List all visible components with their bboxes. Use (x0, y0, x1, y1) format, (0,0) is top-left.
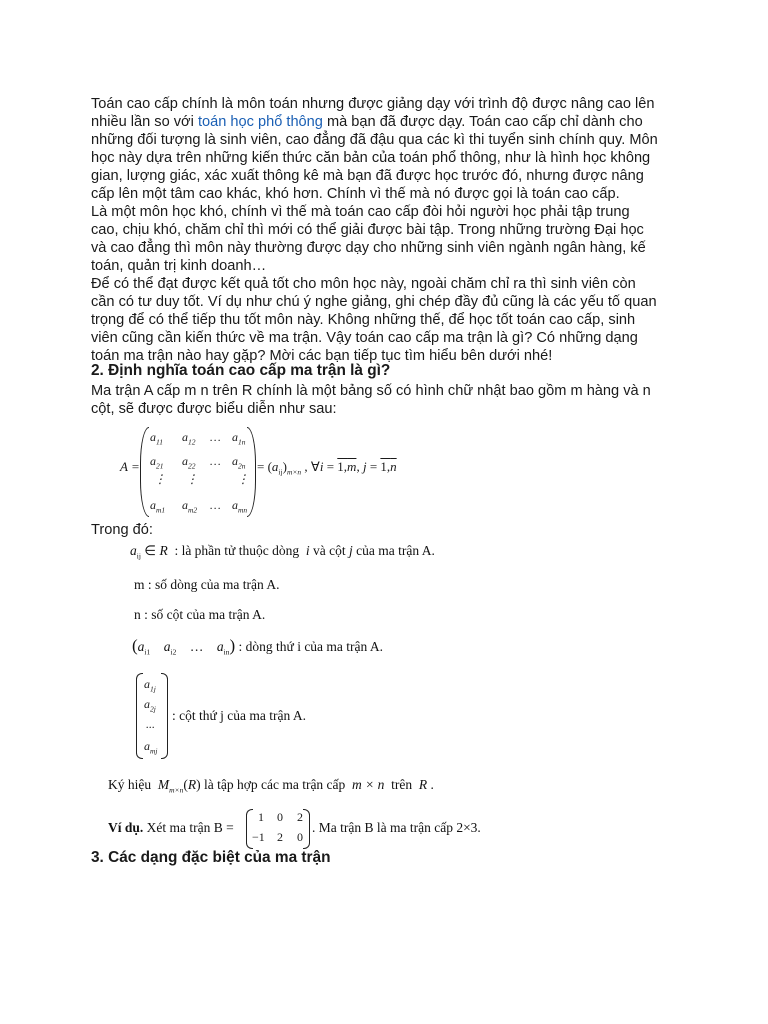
p4-line-1: Ma trận A cấp m n trên R chính là một bảng số có hình chữ nhật bao gồm m hàng và n (91, 383, 651, 399)
p3-line-5: toán ma trận nào hay gặp? Mời các bạn tiếp tục tìm hiểu bên dưới nhé! (91, 348, 553, 365)
paragraph-3 (91, 275, 681, 365)
def-m: m : số dòng của ma trận A. (134, 577, 280, 592)
m-a22: $a_{22}$ (182, 454, 196, 471)
col-left-paren (136, 673, 143, 759)
p3-line-2: cần có tư duy tốt. Ví dụ như chú ý nghe giảng, ghi chép đầy đủ cũng là các yếu tố quan (91, 294, 657, 311)
intro-line-1: Toán cao cấp chính là môn toán nhưng được giảng dạy với trình độ được nâng cao lên (91, 96, 655, 112)
b-11: 1 (258, 810, 264, 824)
m-a2n: $a_{2n}$ (232, 454, 246, 471)
col-a2j: $a_{2j}$ (144, 697, 156, 714)
m-vdots3: ⋮ (237, 472, 249, 486)
intro-line-3: những đối tượng là sinh viên, cao đẳng đã đậu qua các kì thi tuyển sinh chính quy. Môn (91, 132, 658, 149)
m-a1n: $a_{1n}$ (232, 430, 246, 447)
b-12: 0 (277, 810, 283, 824)
p3-line-4: viên cũng cần kiến thức về ma trận. Vậy toán cao cấp ma trận là gì? Có những dạng (91, 330, 638, 347)
intro-line-2 (91, 113, 681, 131)
matrix-left-paren (140, 427, 149, 517)
ky-hieu-line: Ký hiệu $M_{m\times n}(R)$ là tập hợp các ma trận cấp m × n trên R . (108, 777, 434, 795)
m-a12: $a_{12}$ (182, 430, 196, 447)
p3-line-1: Để có thể đạt được kết quả tốt cho môn học này, ngoài chăm chỉ ra thì sinh viên còn (91, 276, 636, 292)
def-n: n : số cột của ma trận A. (134, 607, 266, 622)
paragraph-4 (91, 382, 681, 418)
intro-line-2-end: mà bạn đã được dạy. Toán cao cấp chỉ dành cho (322, 114, 643, 131)
m-vdots1: ⋮ (154, 472, 166, 486)
intro-line-2-start: nhiều lần so với (91, 114, 198, 131)
m-am2: $a_{m2}$ (182, 498, 198, 515)
def-row: ($a_{i1}$ $a_{i2}$ … $a_{in}$) : dòng thứ i của ma trận A. (132, 636, 384, 657)
b-23: 0 (297, 830, 303, 844)
b-22: 2 (277, 830, 283, 844)
example-label: Ví dụ. (108, 820, 144, 835)
col-amj: $a_{mj}$ (144, 739, 158, 756)
p2-line-4: toán, quản trị kinh doanh… (91, 258, 267, 275)
matrix-lhs: A = (120, 459, 140, 474)
p3-line-3: trọng để có thể tiếp thu tốt môn này. Không những thế, để học tốt toán cao cấp, sinh (91, 312, 636, 329)
m-dots1: … (210, 430, 221, 444)
heading-2: 2. Định nghĩa toán cao cấp ma trận là gì? (91, 362, 391, 379)
matrix-rhs: = $(a_{ij})_{m\times n}$ , ∀i = 1,m, j = 1,n (257, 459, 397, 477)
intro-paragraph (91, 95, 681, 204)
intro-line-5: gian, lượng giác, xác xuất thông kê mà bạn đã được học trước đó, nhưng được nâng (91, 168, 644, 185)
col-label: : cột thứ j của ma trận A. (172, 708, 307, 723)
m-am1: $a_{m1}$ (150, 498, 166, 515)
example-prefix (108, 820, 234, 836)
example-text: Xét ma trận B = (143, 820, 234, 835)
m-a11: $a_{11}$ (150, 430, 163, 447)
p2-line-1: Là một môn học khó, chính vì thế mà toán cao cấp đòi hỏi người học phải tập trung (91, 204, 630, 220)
m-a21: $a_{21}$ (150, 454, 164, 471)
col-a1j: $a_{1j}$ (144, 677, 156, 694)
m-vdots2: ⋮ (186, 472, 198, 486)
toan-hoc-pho-thong-link[interactable]: toán học phổ thông (197, 114, 323, 131)
m-amn: $a_{mn}$ (232, 498, 248, 515)
p2-line-2: cao, chịu khó, chăm chỉ thì mới có thể giải được bài tập. Trong những trường Đại học (91, 222, 644, 239)
p2-line-3: và cao đẳng thì môn này thường được dạy cho những sinh viên ngành ngân hàng, kế (91, 240, 646, 257)
matrix-right-paren (247, 427, 256, 517)
p4-line-2: cột, sẽ được được biểu diễn như sau: (91, 401, 337, 418)
col-right-paren (161, 673, 168, 759)
b-21: −1 (252, 830, 265, 844)
def-aij: $a_{ij}$ ∈ R : là phần tử thuộc dòng i và cột j của ma trận A. (130, 543, 435, 561)
b-13: 2 (297, 810, 303, 824)
intro-line-6: cấp lên một tâm cao khác, khó hơn. Chính vì thế mà nó được gọi là toán cao cấp. (91, 186, 620, 203)
b-right-paren (303, 809, 310, 849)
paragraph-2 (91, 203, 681, 275)
intro-line-4: học này dựa trên những kiến thức căn bản của toán phổ thông, như là hình học không (91, 150, 651, 167)
m-dots3: … (210, 498, 221, 512)
trong-do-label: Trong đó: (91, 522, 153, 538)
col-dots: ... (146, 717, 155, 731)
heading-3: 3. Các dạng đặc biệt của ma trận (91, 849, 331, 866)
m-dots2: … (210, 454, 221, 468)
example-suffix: . Ma trận B là ma trận cấp 2×3. (312, 820, 481, 835)
